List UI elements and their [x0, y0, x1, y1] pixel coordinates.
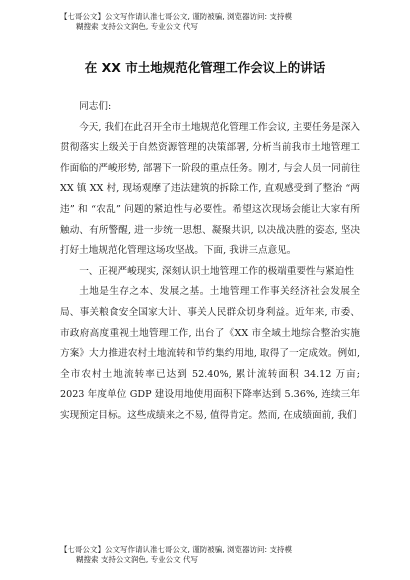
paragraph-land-importance: 土地是生存之本、发展之基。土地管理工作事关经济社会发展全局、事关粮食安全国家大计、事关人民群众切身利益。近年来, 市委、市政府高度重视土地管理工作, 出台了《XX 市全域土地综合整治实施方案》大力推进农村土地流转和节约集约用地, 取得了一定成效。例如, 全市农村土地流转率已达到 52.40%, 累计流转面积 34.12 万亩; 2023 年度单位 GDP 建设用地使用面积下降率达到 5.36%, 连续三年实现预定目标。这些成绩来之不易, 值得肯定。然而, 在成绩面前, 我们 — [60, 286, 360, 421]
document-body — [60, 97, 360, 427]
footer-line-2: 糊搜索 支持公文润色, 专业公文 代写 — [76, 555, 199, 564]
header-line-2: 糊搜索 支持公文润色, 专业公文 代写 — [76, 22, 199, 31]
salutation: 同志们: — [79, 101, 112, 112]
section-heading-1: 一、正视严峻现实, 深刻认识土地管理工作的极端重要性与紧迫性 — [79, 265, 354, 277]
page-header — [60, 12, 370, 32]
paragraph-opening: 今天, 我们在此召开全市土地规范化管理工作会议, 主要任务是深入贯彻落实上级关于自然资源管理的决策部署, 分析当前我市土地管理工作面临的严峻形势, 部署下一阶段的重点任务。刚才, 与会人员一同前往 XX 镇 XX 村, 现场观摩了违法建筑的拆除工作, 直观感受到了整治 “两违” 和 “农乱” 问题的紧迫性与必要性。希望这次现场会能让大家有所触动、有所警醒, 进一步统一思想、凝聚共识, 以决战决胜的姿态, 坚决打好土地规范化管理这场攻坚战。下面, 我讲三点意见。 — [60, 121, 361, 257]
document-title: 在 XX 市土地规范化管理工作会议上的讲话 — [84, 60, 326, 75]
footer-line-1: 【七哥公文】公文写作请认准七哥公文, 谨防被骗, 浏览器访问: 支持模 — [60, 545, 292, 554]
header-line-1: 【七哥公文】公文写作请认准七哥公文, 谨防被骗, 浏览器访问: 支持模 — [60, 12, 292, 21]
page-footer — [60, 545, 370, 565]
